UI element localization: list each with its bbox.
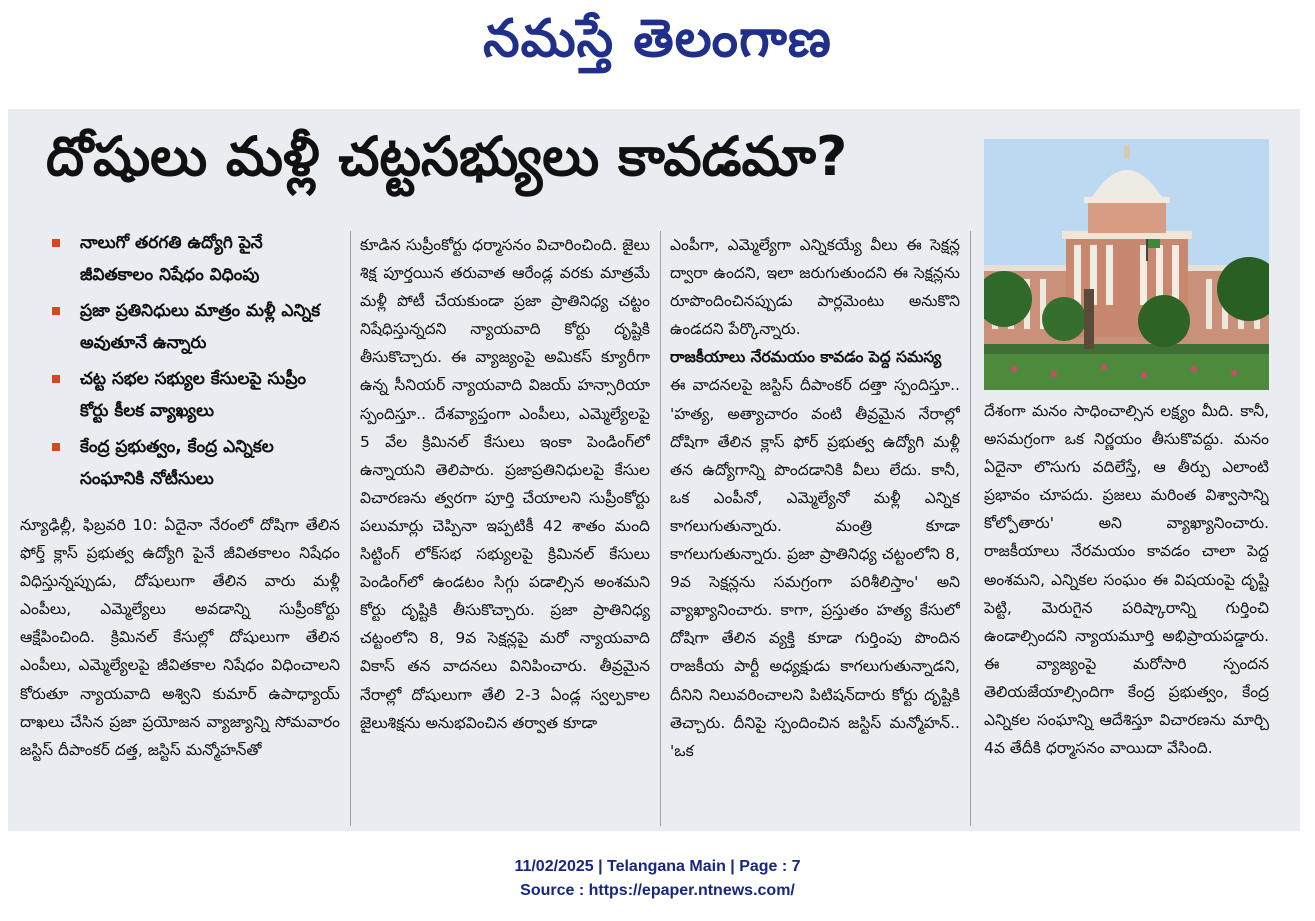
article-text: ఈ వాదనలపై జస్టిస్ దీపాంకర్ దత్తా స్పందిస్తూ.. 'హత్య, అత్యాచారం వంటి తీవ్రమైన నేరాల్లో దోషిగా తేలిన క్లాస్ ఫోర్ ప్రభుత్వ ఉద్యోగి మళ్లీ తన ఉద్యోగాన్ని పొందడానికి వీలు లేదు. కానీ, ఒక ఎంపీనో, ఎమ్మెల్యేనో మళ్లీ ఎన్నిక కాగలుగుతున్నారు. మంత్రి కూడా కాగలుగుతున్నారు. ప్రజా ప్రాతినిధ్య చట్టంలోని 8, 9వ సెక్షన్లను సమగ్రంగా పరిశీలిస్తాం' అని వ్యాఖ్యానించారు. కాగా, ప్రస్తుతం హత్య కేసులో దోషిగా తేలిన వ్యక్తి కూడా గుర్తింపు పొందిన రాజకీయ పార్టీ అధ్యక్షుడు కాగలుగుతున్నాడని, దీనిని నిలువరించాలని పిటిషన్‌దారు కోర్టు దృష్టికి తెచ్చారు. దీనిపై స్పందించిన జస్టిస్ మన్మోహన్.. 'ఒక (670, 376, 960, 760)
column-divider (350, 231, 351, 826)
article-headline: దోషులు మళ్లీ చట్టసభ్యులు కావడమా? (46, 125, 848, 188)
highlight-item: నాలుగో తరగతి ఉద్యోగి పైనే జీవితకాలం నిషేధం విధింపు (38, 227, 338, 291)
highlight-item: కేంద్ర ప్రభుత్వం, కేంద్ర ఎన్నికల సంఘానికి నోటీసులు (38, 431, 338, 495)
highlight-item: ప్రజా ప్రతినిధులు మాత్రం మళ్లీ ఎన్నిక అవుతూనే ఉన్నారు (38, 295, 338, 359)
article-text: న్యూఢిల్లీ, ఫిబ్రవరి 10: ఏదైనా నేరంలో దోషిగా తేలిన ఫోర్త్ క్లాస్ ప్రభుత్వ ఉద్యోగి పైనే జీవితకాలం నిషేధం విధిస్తున్నప్పుడు, దోషులుగా తేలిన వారు మళ్లీ ఎంపీలు, ఎమ్మెల్యేలు అవడాన్ని సుప్రీంకోర్టు ఆక్షేపించింది. క్రిమినల్ కేసుల్లో దోషులుగా తేలిన ఎంపీలు, ఎమ్మెల్యేలపై జీవితకాల నిషేధం విధించాలని కోరుతూ న్యాయవాది అశ్విని కుమార్ ఉపాధ్యాయ్ దాఖలు చేసిన ప్రజా ప్రయోజన వ్యాజ్యాన్ని సోమవారం జస్టిస్ దీపాంకర్ దత్త, జస్టిస్ మన్మోహన్‌తో (20, 516, 340, 759)
article-text: దేశంగా మనం సాధించాల్సిన లక్ష్యం మీది. కానీ, అసమగ్రంగా ఒక నిర్ణయం తీసుకొవద్దు. మనం ఏదైనా లొసుగు వదిలేస్తే, ఆ తీర్పు ఎలాంటి ప్రభావం చూపదు. ప్రజలు మరింత విశ్వాసాన్ని కోల్పోతారు' అని వ్యాఖ్యానించారు. రాజకీయాలు నేరమయం కావడం చాలా పెద్ద అంశమని, ఎన్నికల సంఘం ఈ విషయంపై దృష్టి పెట్టి, మెరుగైన పరిష్కారాన్ని గుర్తించి ఉండాల్సిందని న్యాయమూర్తి అభిప్రాయపడ్డారు. ఈ వ్యాజ్యంపై మరోసారి స్పందన తెలియజేయాల్సిందిగా కేంద్ర ప్రభుత్వం, కేంద్ర ఎన్నికల సంఘాన్ని ఆదేశిస్తూ విచారణను మార్చి 4వ తేదీకి ధర్మాసనం వాయిదా వేసింది. (984, 402, 1269, 758)
bullet-square-icon (52, 307, 60, 315)
source-link[interactable]: Source : https://epaper.ntnews.com/ (520, 882, 795, 899)
supreme-court-building-icon (984, 139, 1269, 390)
edition-info: 11/02/2025 | Telangana Main | Page : 7 (514, 858, 801, 875)
article-column-3 (670, 231, 960, 826)
page-footer (0, 855, 1315, 903)
column-divider (970, 231, 971, 826)
bullet-square-icon (52, 375, 60, 383)
newspaper-logo: నమస్తే తెలంగాణ (483, 8, 832, 69)
article-column-4 (984, 397, 1269, 827)
masthead (0, 0, 1315, 100)
highlight-item: చట్ట సభల సభ్యుల కేసులపై సుప్రీం కోర్టు కీలక వ్యాఖ్యలు (38, 363, 338, 427)
article-clipping (8, 109, 1300, 831)
article-text: ఎంపీగా, ఎమ్మెల్యేగా ఎన్నికయ్యే వీలు ఈ సెక్షన్ల ద్వారా ఉందని, ఇలా జరుగుతుందని ఈ సెక్షన్లను రూపొందించినప్పుడు పార్లమెంటు అనుకొని ఉండదని పేర్కొన్నారు. (670, 236, 960, 339)
article-text: కూడిన సుప్రీంకోర్టు ధర్మాసనం విచారించింది. జైలు శిక్ష పూర్తయిన తరువాత ఆరేండ్ల వరకు మాత్రమే మళ్లీ పోటీ చేయకుండా ప్రజా ప్రాతినిధ్య చట్టం నిషేధిస్తున్నదని న్యాయవాది కోర్టు దృష్టికి తీసుకొచ్చారు. ఈ వ్యాజ్యంపై అమికస్ క్యూరీగా ఉన్న సీనియర్ న్యాయవాది విజయ్ హన్సారియా స్పందిస్తూ.. దేశవ్యాప్తంగా ఎంపీలు, ఎమ్మెల్యేలపై 5 వేల క్రిమినల్ కేసులు ఇంకా పెండింగ్‌లో ఉన్నాయని తెలిపారు. ప్రజాప్రతినిధులపై కేసుల విచారణను త్వరగా పూర్తి చేయాలని సుప్రీంకోర్టు పలుమార్లు చెప్పినా ఇప్పటికీ 42 శాతం మంది సిట్టింగ్ లోక్‌సభ సభ్యులపై క్రిమినల్ కేసులు పెండింగ్‌లో ఉండటం సిగ్గు పడాల్సిన అంశమని కోర్టు దృష్టికి తీసుకొచ్చారు. ప్రజా ప్రాతినిధ్య చట్టంలోని 8, 9వ సెక్షన్లపై మరో న్యాయవాది వికాస్ తన వాదనలు వినిపించారు. తీవ్రమైన నేరాల్లో దోషులుగా తేలి 2-3 ఏండ్ల స్వల్పకాల జైలుశిక్షను అనుభవించిన తర్వాత కూడా (360, 236, 650, 732)
article-subheading: రాజకీయాలు నేరమయం కావడం పెద్ద సమస్య (670, 348, 942, 367)
highlights-list (38, 227, 338, 499)
column-divider (660, 231, 661, 826)
bullet-square-icon (52, 239, 60, 247)
bullet-square-icon (52, 443, 60, 451)
article-column-2 (360, 231, 650, 826)
supreme-court-photo (984, 139, 1269, 390)
article-column-1 (20, 511, 340, 826)
